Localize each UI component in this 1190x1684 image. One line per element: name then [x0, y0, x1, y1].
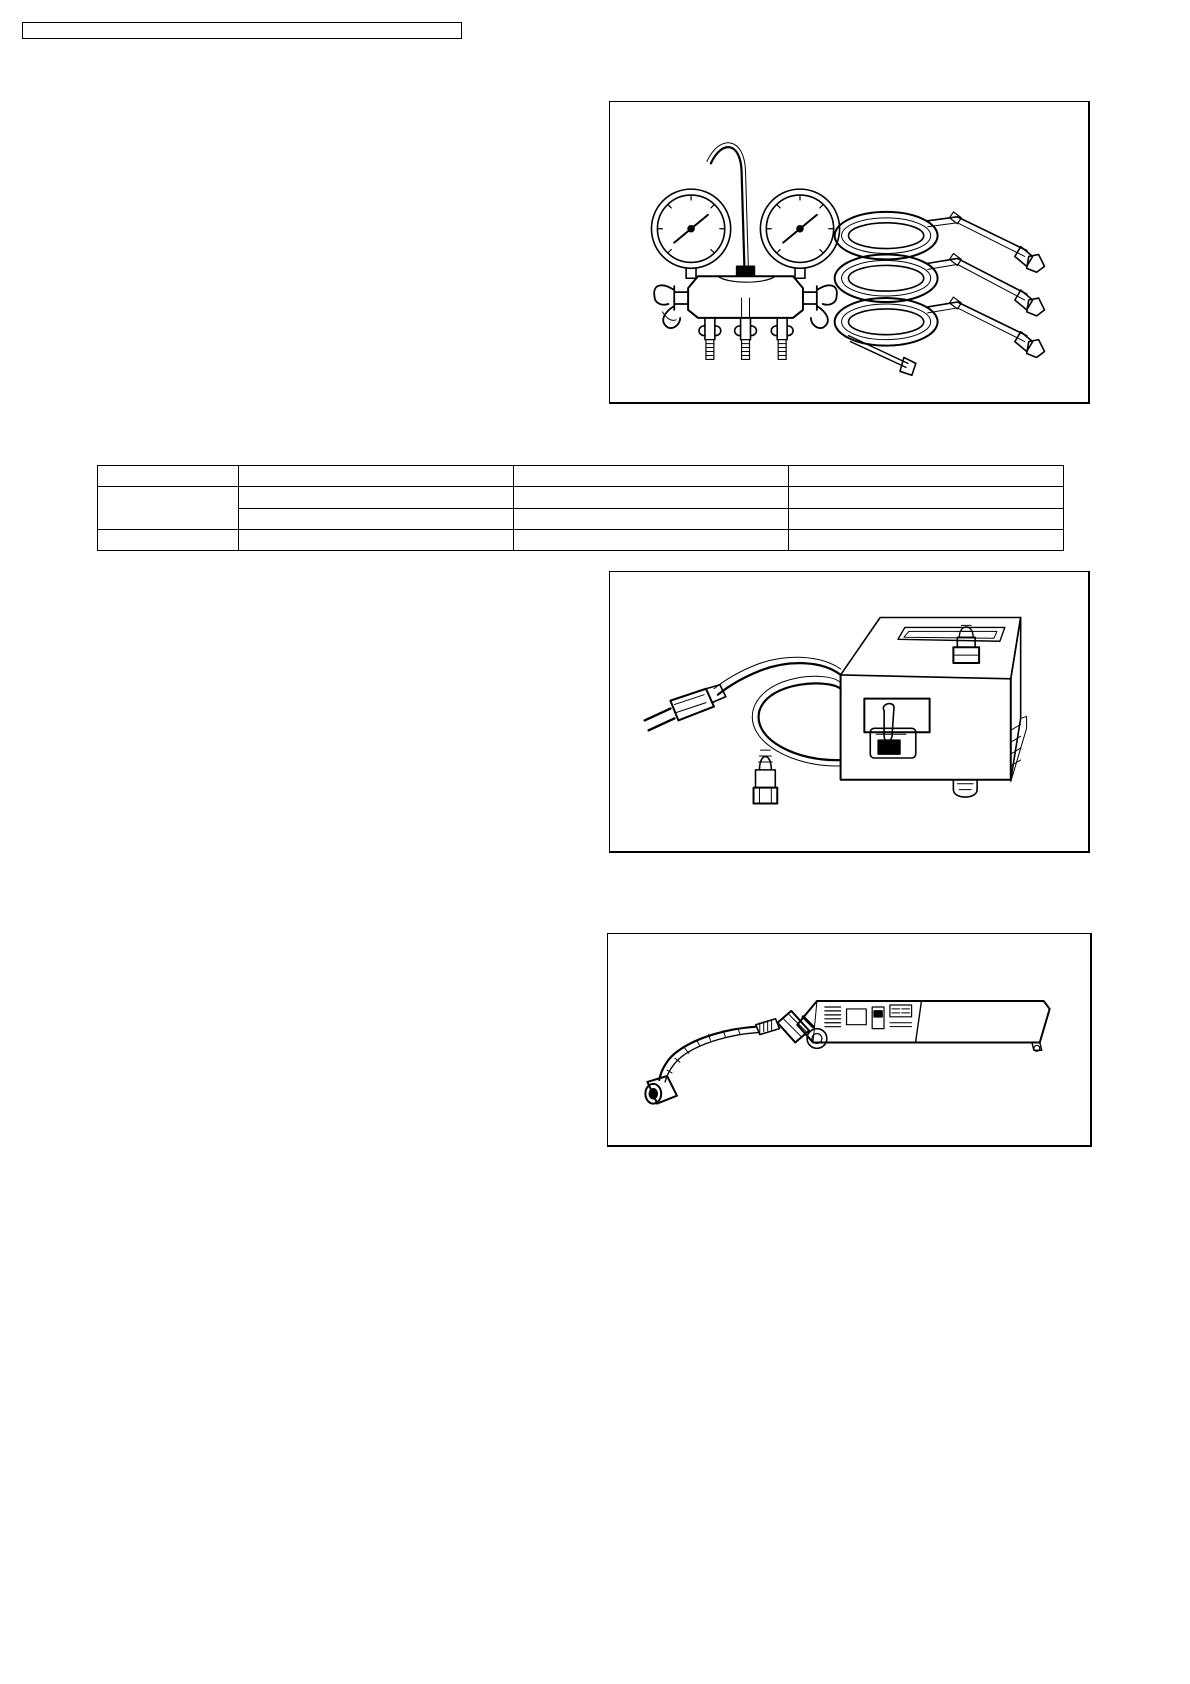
table-cell: [98, 487, 239, 530]
vacuum-adaptor-icon: [610, 572, 1088, 851]
table-cell: [514, 487, 789, 508]
table-cell: [789, 466, 1064, 487]
spec-table: [97, 465, 1064, 551]
table-cell: [789, 487, 1064, 508]
table-cell: [514, 508, 789, 529]
table-row: [98, 529, 1064, 550]
figure-leak-detector: [607, 933, 1092, 1147]
table-cell: [239, 529, 514, 550]
table-row: [98, 487, 1064, 508]
manifold-gauge-icon: [610, 102, 1088, 402]
table-cell: [239, 508, 514, 529]
table-cell: [98, 529, 239, 550]
table-row: [98, 466, 1064, 487]
figure-gauge-manifold: [609, 101, 1090, 404]
table-row: [98, 508, 1064, 529]
table-cell: [789, 508, 1064, 529]
table-cell: [239, 487, 514, 508]
table-cell: [514, 466, 789, 487]
table-cell: [514, 529, 789, 550]
table-cell: [239, 466, 514, 487]
table-cell: [789, 529, 1064, 550]
figure-vacuum-adaptor: [609, 571, 1090, 853]
table-cell: [98, 466, 239, 487]
leak-detector-icon: [608, 934, 1090, 1145]
page-header-box: [22, 22, 462, 39]
